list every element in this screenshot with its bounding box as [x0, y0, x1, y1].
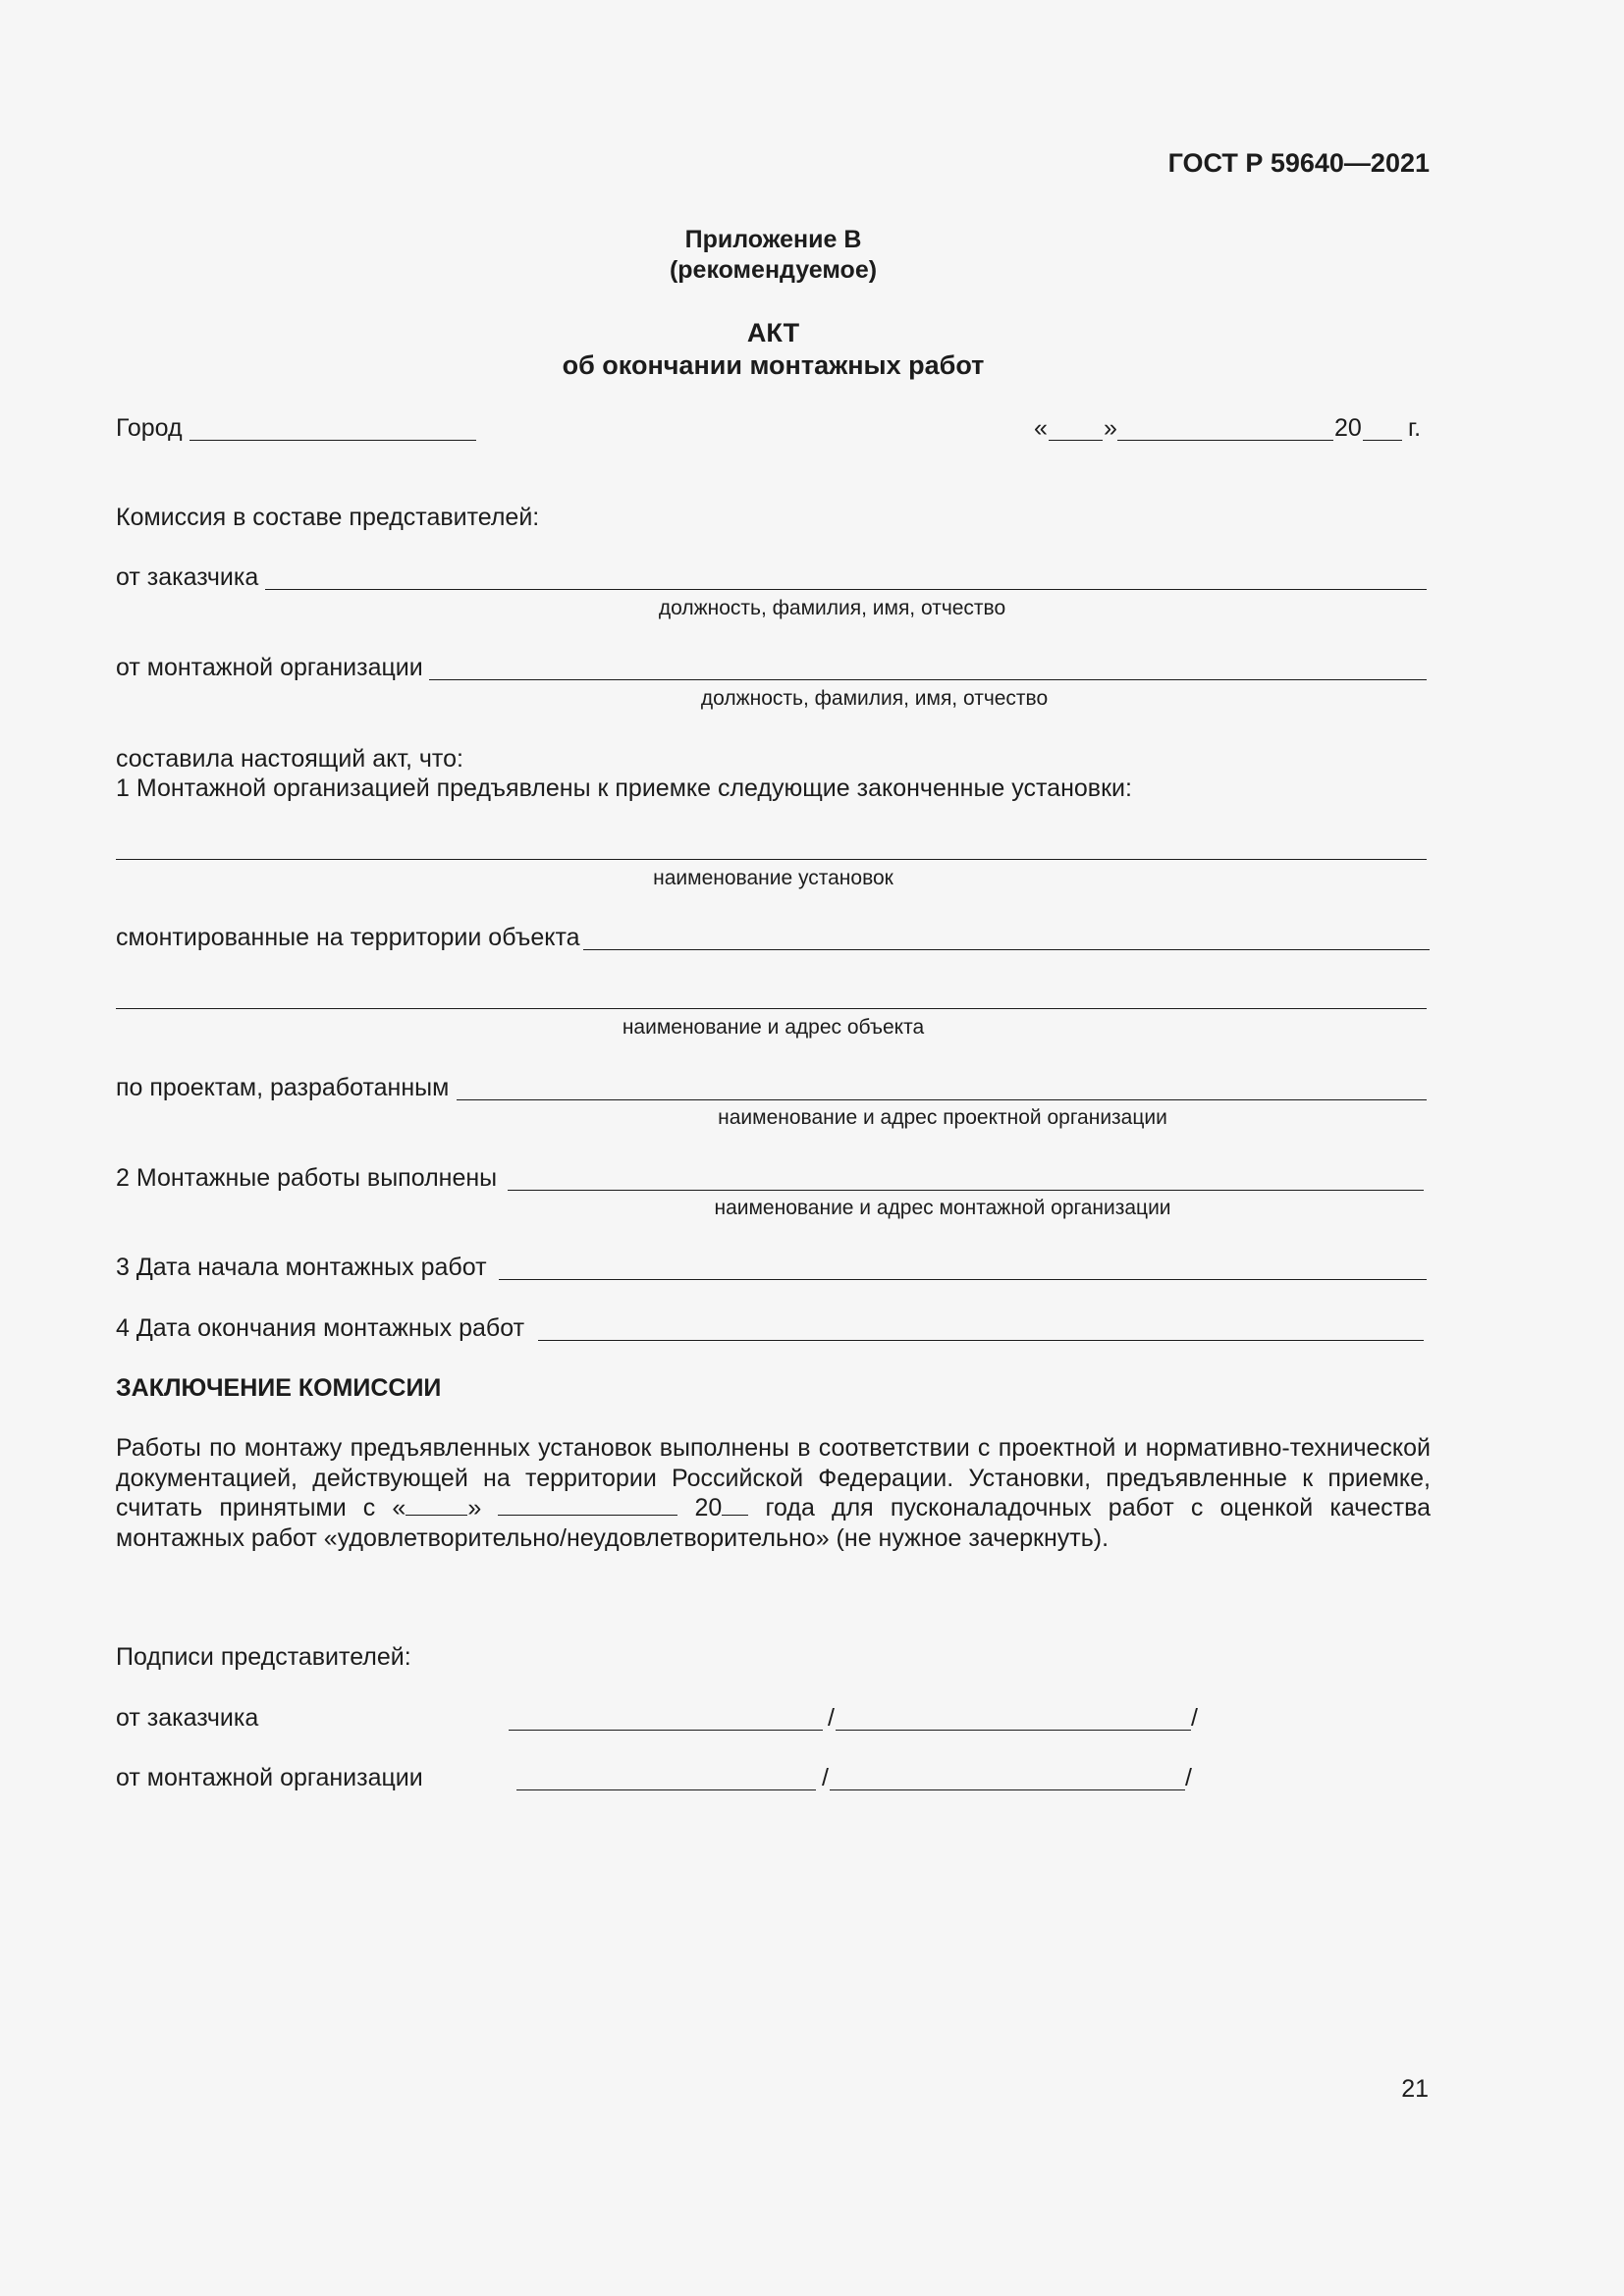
item-3: 3 Дата начала монтажных работ [116, 1254, 487, 1281]
object-field-2[interactable] [116, 1008, 1427, 1009]
appendix-subtitle: (рекомендуемое) [669, 256, 878, 284]
installer-caption: должность, фамилия, имя, отчество [700, 687, 1049, 710]
conclusion-text-part2: » [467, 1494, 482, 1522]
customer-field[interactable] [265, 589, 1427, 590]
signature-customer-label: от заказчика [116, 1704, 259, 1732]
signature-installer-label: от монтажной организации [116, 1764, 423, 1791]
projects-label: по проектам, разработанным [116, 1074, 450, 1101]
installer-signature-field[interactable] [516, 1789, 816, 1790]
conclusion-text [116, 1433, 1431, 1553]
city-field[interactable] [189, 440, 476, 441]
customer-signature-slash-2: / [1191, 1704, 1198, 1732]
city-label: Город [116, 414, 183, 442]
conclusion-text-part3: 20 [694, 1494, 723, 1522]
installer-field[interactable] [429, 679, 1427, 680]
customer-signature-slash-1: / [828, 1704, 835, 1732]
item-1: 1 Монтажной организацией предъявлены к приемке следующие законченные установки: [116, 774, 1132, 802]
act-title: АКТ [746, 318, 800, 347]
mounted-label: смонтированные на территории объекта [116, 924, 580, 951]
accept-day-field[interactable] [406, 1495, 467, 1516]
date-quote-close: » [1104, 414, 1117, 442]
object-caption: наименование и адрес объекта [622, 1016, 925, 1039]
installations-caption: наименование установок [653, 867, 893, 889]
date-year-suffix: г. [1408, 414, 1422, 442]
accept-year-field[interactable] [722, 1495, 748, 1516]
commission-intro: Комиссия в составе представителей: [116, 504, 540, 531]
conclusion-text-part1: Работы по монтажу предъявленных установок выполнены в соответствии с проектной и нормативно-технической документацией, действующей на территории Российской Федерации. Установки, предъявленные к приемке, считать принятыми с « [116, 1434, 1431, 1522]
projects-field[interactable] [457, 1099, 1427, 1100]
installer-signature-slash-1: / [822, 1764, 829, 1791]
accept-month-field[interactable] [498, 1495, 677, 1516]
page-number: 21 [1401, 2075, 1429, 2103]
end-date-field[interactable] [538, 1340, 1424, 1341]
act-subtitle: об окончании монтажных работ [562, 350, 985, 380]
conclusion-text-part4: года для пусконаладочных работ с оценкой качества монтажных работ «удовлетворительно/неудовлетворительно» (не нужное зачеркнуть). [116, 1494, 1431, 1552]
works-caption: наименование и адрес монтажной организации [714, 1197, 1171, 1219]
date-quote-open: « [1034, 414, 1048, 442]
installer-name-field[interactable] [830, 1789, 1185, 1790]
customer-signature-field[interactable] [509, 1730, 823, 1731]
start-date-field[interactable] [499, 1279, 1427, 1280]
customer-name-field[interactable] [836, 1730, 1191, 1731]
installer-signature-slash-2: / [1185, 1764, 1192, 1791]
object-field-1[interactable] [583, 949, 1430, 950]
customer-caption: должность, фамилия, имя, отчество [658, 597, 1006, 619]
works-field[interactable] [508, 1190, 1424, 1191]
statement-intro: составила настоящий акт, что: [116, 745, 463, 773]
item-2: 2 Монтажные работы выполнены [116, 1164, 498, 1192]
customer-label: от заказчика [116, 563, 259, 591]
signatures-intro: Подписи представителей: [116, 1643, 411, 1671]
standard-number: ГОСТ Р 59640—2021 [1167, 148, 1430, 178]
projects-caption: наименование и адрес проектной организации [718, 1106, 1167, 1129]
appendix-title: Приложение В [684, 226, 862, 253]
installer-label: от монтажной организации [116, 654, 423, 681]
date-day-field[interactable] [1049, 440, 1103, 441]
date-month-field[interactable] [1117, 440, 1333, 441]
conclusion-heading: ЗАКЛЮЧЕНИЕ КОМИССИИ [116, 1374, 442, 1402]
item-4: 4 Дата окончания монтажных работ [116, 1314, 525, 1342]
date-year-prefix: 20 [1334, 414, 1362, 442]
installations-field[interactable] [116, 859, 1427, 860]
date-year-field[interactable] [1363, 440, 1402, 441]
